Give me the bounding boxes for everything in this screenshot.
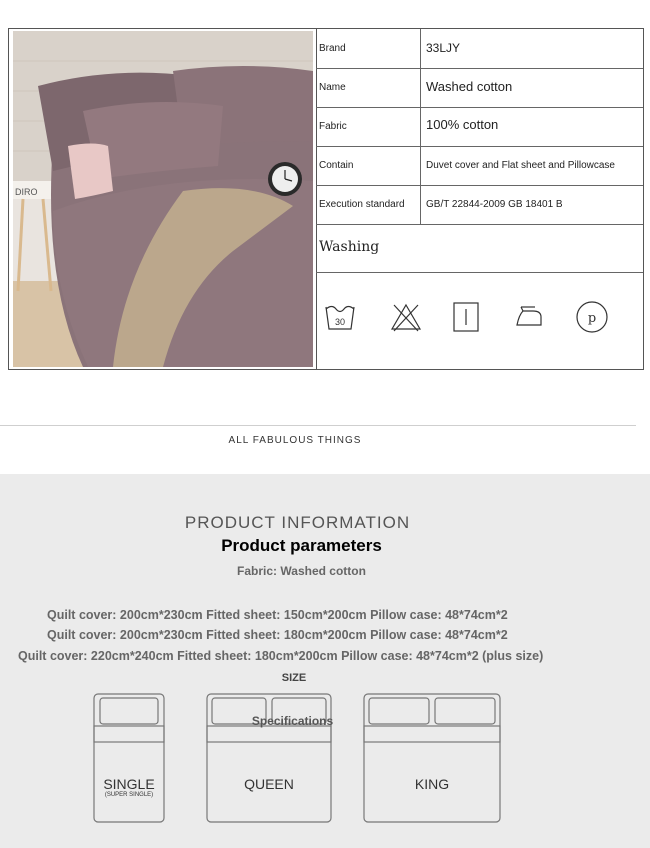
bedding-photo (13, 31, 313, 367)
fabric-line: Fabric: Washed cotton (237, 564, 366, 578)
spec-value: Washed cotton (426, 79, 513, 94)
size-line: Quilt cover: 200cm*230cm Fitted sheet: 150cm*200cm Pillow case: 48*74cm*2 (47, 608, 508, 622)
bedding-photo-image (13, 31, 313, 367)
iron-icon (511, 299, 547, 335)
spec-row-brand (316, 29, 643, 69)
do-not-bleach-icon (388, 299, 424, 335)
spec-label: Fabric (319, 121, 347, 132)
wash-30-icon (322, 299, 358, 335)
dry-clean-letter: p (587, 311, 597, 326)
spec-row-name (316, 68, 643, 108)
spec-label: Execution standard (319, 199, 405, 210)
bed-label-queen: QUEEN (244, 776, 294, 792)
bed-label-single: SINGLE (103, 776, 155, 792)
size-label: SIZE (281, 672, 307, 684)
tagline: ALL FABULOUS THINGS (228, 435, 362, 446)
product-information-heading: PRODUCT INFORMATION (184, 513, 411, 532)
spec-label: Contain (319, 160, 354, 171)
product-parameters-heading: Product parameters (221, 536, 382, 555)
sign-text: DIRO (15, 187, 38, 197)
spec-label: Brand (319, 43, 346, 54)
spec-value: 33LJY (426, 41, 461, 55)
professional-clean-p-icon (574, 299, 610, 335)
spec-row-standard (316, 185, 643, 225)
spec-label: Name (319, 82, 346, 93)
bed-sublabel-single: (SUPER SINGLE) (104, 792, 154, 798)
spec-table (316, 29, 643, 369)
queen-bed-diagram (205, 692, 333, 824)
spec-value: 100% cotton (426, 117, 499, 132)
size-line: Quilt cover: 220cm*240cm Fitted sheet: 180cm*200cm Pillow case: 48*74cm*2 (plus size) (18, 649, 544, 663)
spec-row-contain (316, 146, 643, 186)
spec-value: Duvet cover and Flat sheet and Pillowcase (426, 160, 615, 171)
wash-temp: 30 (334, 317, 346, 327)
single-bed-diagram (92, 692, 166, 824)
spec-value: GB/T 22844-2009 GB 18401 B (426, 199, 563, 210)
spec-row-fabric (316, 107, 643, 147)
product-spec-panel (8, 28, 644, 370)
bed-label-king: KING (414, 776, 450, 792)
washing-title: Washing (319, 239, 380, 255)
hang-dry-icon (448, 299, 484, 335)
specifications-label: Specifications (251, 714, 334, 728)
section-divider (0, 425, 636, 426)
care-icons (316, 291, 643, 351)
product-information-section (0, 474, 650, 848)
king-bed-diagram (362, 692, 502, 824)
bed-size-diagrams (0, 686, 650, 846)
size-line: Quilt cover: 200cm*230cm Fitted sheet: 180cm*200cm Pillow case: 48*74cm*2 (47, 628, 508, 642)
